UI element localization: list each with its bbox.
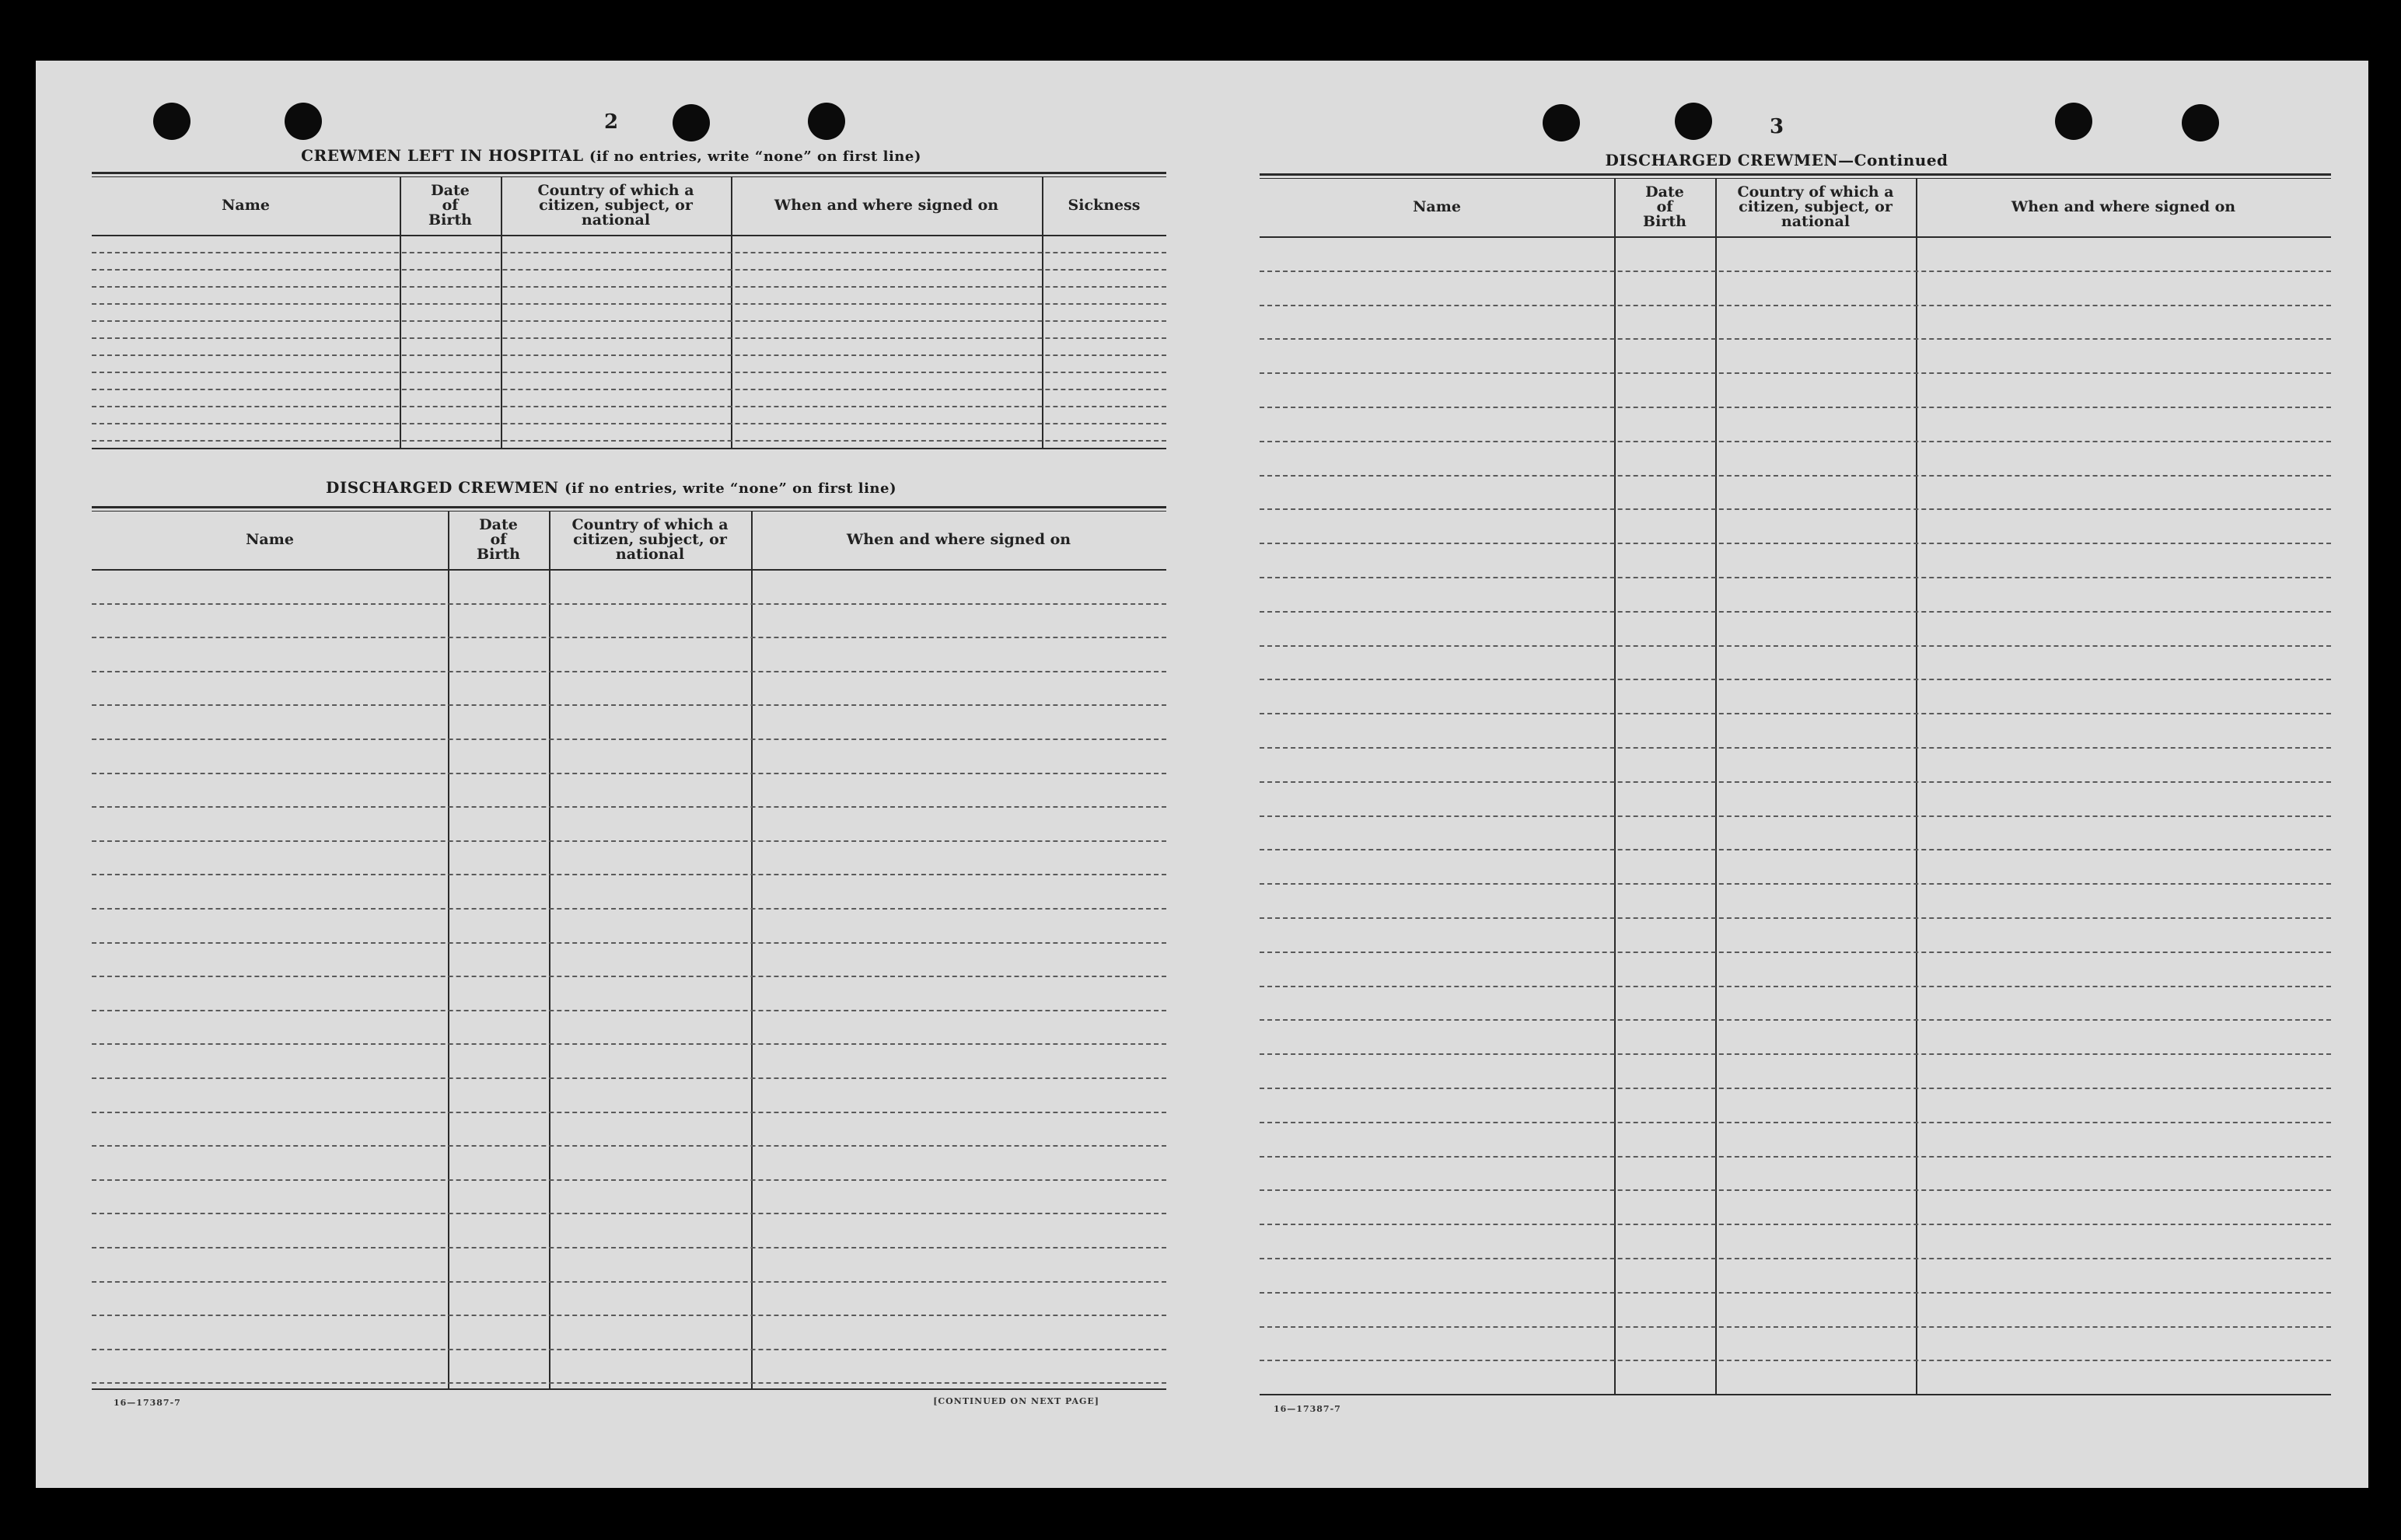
punch-hole xyxy=(285,103,322,140)
table-row xyxy=(92,603,1166,605)
discharged-continued-ledger-table xyxy=(1260,173,2331,1395)
column-divider xyxy=(448,511,449,1390)
table-row xyxy=(92,1010,1166,1011)
table-row xyxy=(92,739,1166,740)
column-header: Country of which a citizen, subject, or national xyxy=(537,182,694,229)
section-title-hospital xyxy=(301,146,921,165)
table-row xyxy=(1260,645,2331,647)
table-row xyxy=(92,1281,1166,1283)
table-top-rule xyxy=(92,506,1166,512)
form-number-right: 16—17387-7 xyxy=(1274,1404,1341,1414)
table-row xyxy=(92,671,1166,672)
table-row xyxy=(92,874,1166,875)
table-header-rule xyxy=(92,569,1166,571)
table-bottom-rule xyxy=(1260,1394,2331,1395)
punch-hole xyxy=(673,104,710,141)
table-row xyxy=(1260,679,2331,680)
hospital-ledger-table xyxy=(92,172,1166,449)
table-row xyxy=(1260,407,2331,408)
table-row xyxy=(92,1179,1166,1181)
column-header: When and where signed on xyxy=(774,197,999,214)
table-row xyxy=(1260,952,2331,953)
table-row xyxy=(92,372,1166,373)
column-divider xyxy=(751,511,753,1390)
discharged-ledger-table xyxy=(92,506,1166,1390)
column-header: When and where signed on xyxy=(846,531,1071,548)
table-row xyxy=(1260,508,2331,510)
table-row xyxy=(92,389,1166,390)
table-row xyxy=(92,320,1166,322)
form-number-left: 16—17387-7 xyxy=(114,1398,181,1408)
table-row xyxy=(1260,372,2331,374)
table-row xyxy=(92,704,1166,706)
table-row xyxy=(1260,1019,2331,1021)
hospital-title-note: (if no entries, write “none” on first line) xyxy=(589,148,921,165)
table-row xyxy=(1260,305,2331,306)
discharged-title-text: DISCHARGED CREWMEN xyxy=(326,478,559,497)
table-row xyxy=(1260,1053,2331,1055)
section-title-discharged xyxy=(326,478,896,497)
table-row xyxy=(92,423,1166,424)
table-row xyxy=(92,440,1166,442)
column-header: Date of Birth xyxy=(477,516,520,563)
scanned-form-spread xyxy=(36,61,2368,1488)
table-row xyxy=(1260,883,2331,885)
table-row xyxy=(92,337,1166,339)
table-row xyxy=(1260,1189,2331,1191)
table-row xyxy=(1260,611,2331,613)
continued-note: [CONTINUED ON NEXT PAGE] xyxy=(933,1396,1099,1406)
column-header: Date of Birth xyxy=(428,182,472,229)
column-divider xyxy=(1715,178,1717,1395)
hospital-title-text: CREWMEN LEFT IN HOSPITAL xyxy=(301,146,584,165)
table-row xyxy=(1260,543,2331,544)
table-row xyxy=(1260,849,2331,850)
table-row xyxy=(1260,475,2331,477)
punch-hole xyxy=(153,103,190,140)
table-row xyxy=(92,354,1166,356)
table-row xyxy=(92,637,1166,638)
table-row xyxy=(1260,917,2331,919)
column-header: Country of which a citizen, subject, or national xyxy=(571,516,729,563)
table-row xyxy=(1260,441,2331,442)
column-divider xyxy=(1614,178,1616,1395)
discharged-continued-title-text: DISCHARGED CREWMEN—Continued xyxy=(1605,151,1948,169)
table-row xyxy=(1260,747,2331,749)
table-row xyxy=(1260,781,2331,783)
table-row xyxy=(92,1382,1166,1384)
column-divider xyxy=(549,511,550,1390)
table-row xyxy=(92,773,1166,774)
table-row xyxy=(92,1043,1166,1045)
punch-hole xyxy=(1675,103,1712,140)
table-row xyxy=(92,1145,1166,1147)
punch-hole xyxy=(2055,103,2092,140)
table-header-rule xyxy=(1260,236,2331,238)
table-row xyxy=(92,840,1166,842)
table-row xyxy=(92,252,1166,253)
page-number-right: 3 xyxy=(1769,115,1784,138)
table-row xyxy=(92,1315,1166,1316)
table-row xyxy=(1260,1088,2331,1089)
table-row xyxy=(92,286,1166,288)
column-header: Sickness xyxy=(1068,197,1141,214)
table-header-rule xyxy=(92,235,1166,236)
table-bottom-rule xyxy=(92,1388,1166,1390)
table-row xyxy=(92,806,1166,808)
table-row xyxy=(92,942,1166,944)
punch-hole xyxy=(2182,104,2219,141)
table-top-rule xyxy=(1260,173,2331,179)
table-row xyxy=(1260,815,2331,817)
table-row xyxy=(1260,713,2331,714)
table-row xyxy=(1260,1360,2331,1361)
column-header: Name xyxy=(246,531,294,548)
column-header: When and where signed on xyxy=(2011,198,2236,215)
column-divider xyxy=(1916,178,1917,1395)
column-header: Name xyxy=(1413,198,1461,215)
table-row xyxy=(1260,577,2331,578)
table-row xyxy=(92,908,1166,910)
discharged-title-note: (if no entries, write “none” on first line) xyxy=(564,480,896,497)
table-row xyxy=(92,1213,1166,1214)
punch-hole xyxy=(808,103,845,140)
punch-hole xyxy=(1543,104,1580,141)
section-title-discharged-continued xyxy=(1605,151,1948,169)
table-row xyxy=(92,303,1166,305)
table-top-rule xyxy=(92,172,1166,177)
table-row xyxy=(92,1112,1166,1113)
table-row xyxy=(1260,1224,2331,1225)
column-header: Date of Birth xyxy=(1643,183,1686,230)
table-row xyxy=(1260,1156,2331,1158)
table-row xyxy=(1260,1326,2331,1328)
table-bottom-rule xyxy=(92,448,1166,449)
table-row xyxy=(1260,338,2331,340)
table-row xyxy=(92,976,1166,977)
column-header: Country of which a citizen, subject, or national xyxy=(1737,183,1894,230)
table-row xyxy=(1260,1122,2331,1123)
table-row xyxy=(92,1349,1166,1350)
table-row xyxy=(1260,1258,2331,1259)
column-header: Name xyxy=(222,197,270,214)
table-row xyxy=(1260,986,2331,987)
table-row xyxy=(92,269,1166,271)
table-row xyxy=(92,1077,1166,1079)
table-row xyxy=(1260,1292,2331,1294)
page-number-left: 2 xyxy=(603,110,619,134)
table-row xyxy=(92,406,1166,407)
table-row xyxy=(92,1247,1166,1248)
table-row xyxy=(1260,271,2331,272)
